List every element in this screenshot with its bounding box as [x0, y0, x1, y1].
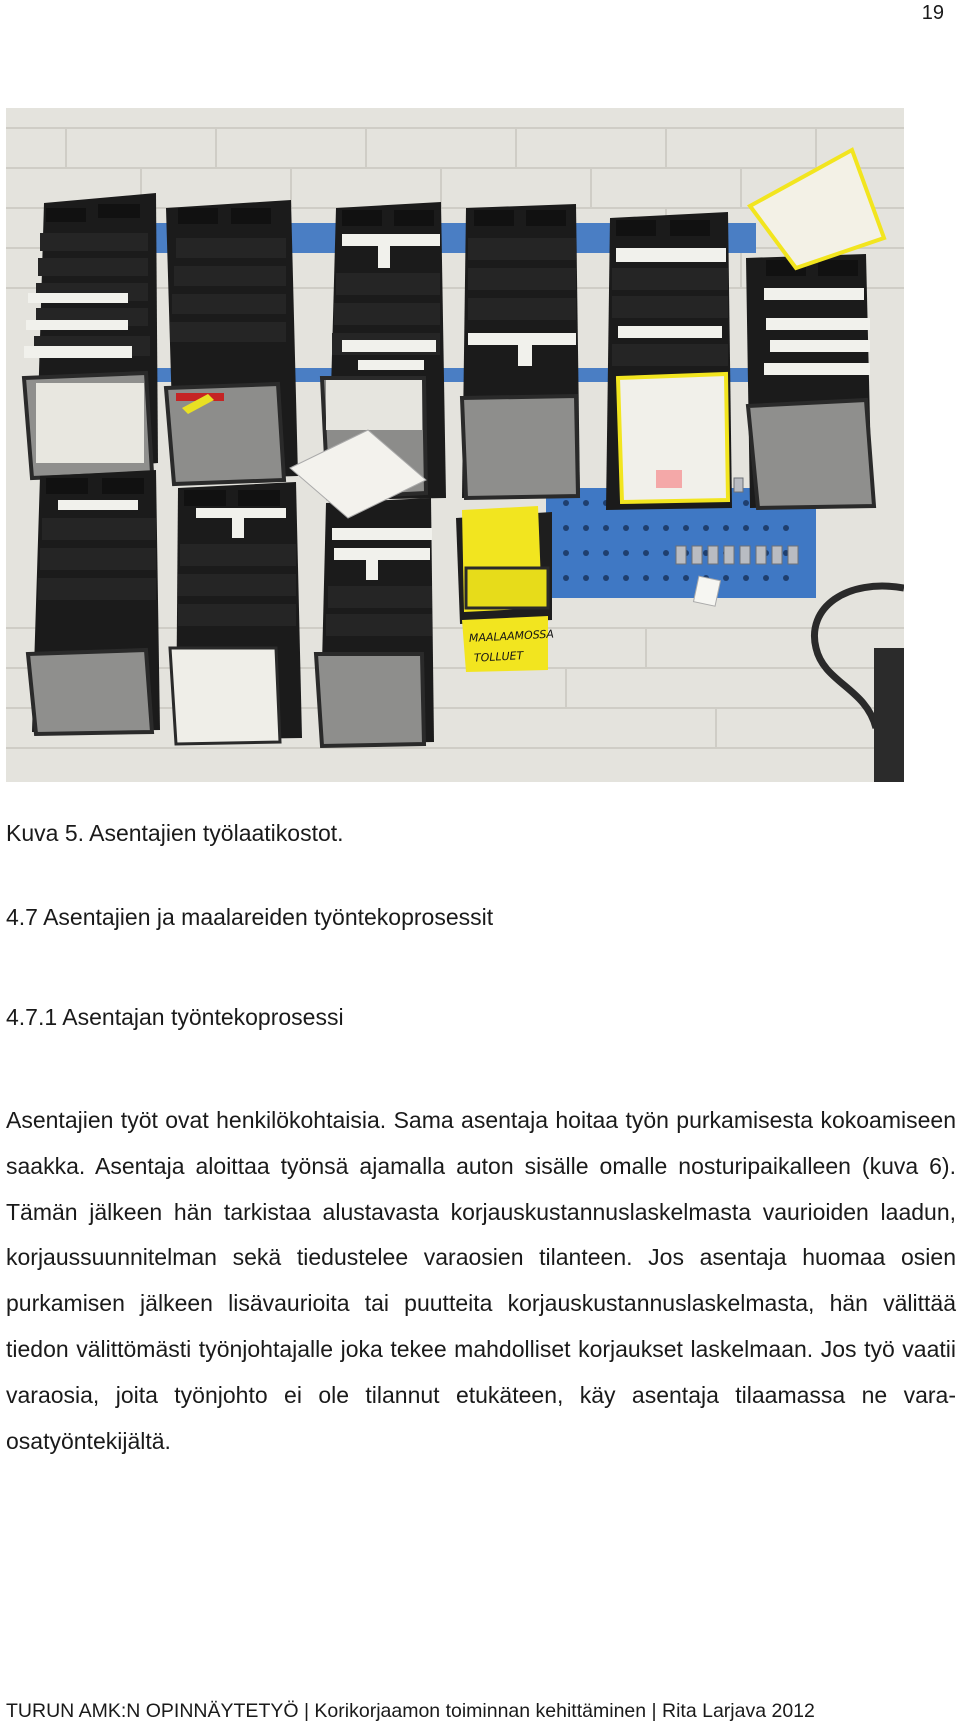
page-number: 19: [921, 2, 944, 24]
svg-text:TOLLUET: TOLLUET: [473, 649, 524, 665]
handwritten-sign: [462, 616, 554, 672]
svg-text:MAALAAMOSSA: MAALAAMOSSA: [468, 627, 555, 645]
section-heading: 4.7 Asentajien ja maalareiden työntekoprosessit: [6, 904, 494, 930]
figure-caption: Kuva 5. Asentajien työlaatikostot.: [6, 820, 344, 846]
page-footer: TURUN AMK:N OPINNÄYTETYÖ | Korikorjaamon toiminnan kehittäminen | Rita Larjava 2012: [6, 1700, 815, 1722]
workshop-photo: [6, 108, 904, 782]
subsection-heading: 4.7.1 Asentajan työntekoprosessi: [6, 1004, 344, 1030]
body-paragraph: Asentajien työt ovat henkilökohtaisia. Sama asentaja hoitaa työn purkamisesta kokoamiseen saakka. Asentaja aloittaa työnsä ajamalla auton sisälle omalle nosturipaikalleen (kuva 6). Tämän jälkeen hän tarkistaa alustavasta korjauskustannuslaskelmasta vaurioiden laadun, korjaussuunnitelman sekä tiedustelee varaosien tilanteen. Jos asentaja huomaa osien purkamisen jälkeen lisävaurioita tai puutteita korjauskustannuslaskelmasta, hän välittää tiedon välittömästi työnjohtajalle joka tekee mahdolliset korjaukset laskelmaan. Jos työ vaatii varaosia, joita työnjohto ei ole tilannut etukäteen, käy asentaja tilaamassa ne varaosatyöntekijältä.: [6, 1107, 956, 1454]
